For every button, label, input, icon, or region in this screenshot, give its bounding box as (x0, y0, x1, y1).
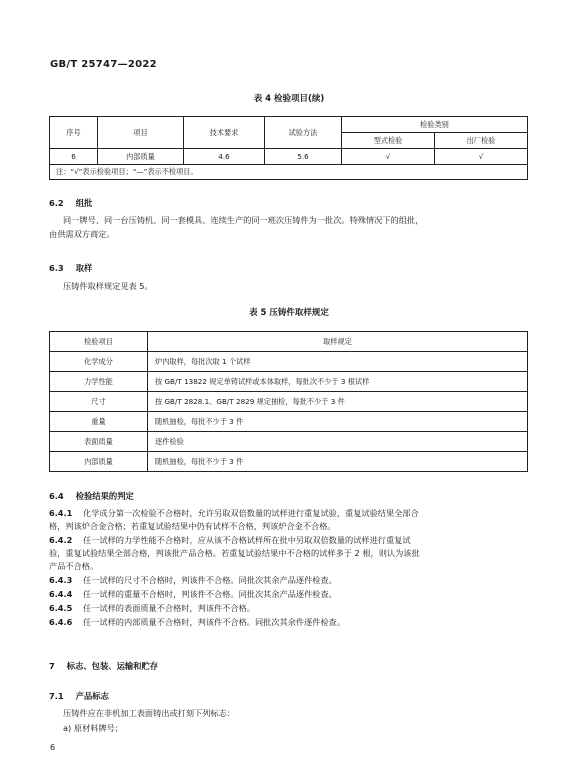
section-6-4-heading: 6.4 检验结果的判定 (49, 491, 134, 501)
clause-6-4-2 (49, 534, 529, 574)
clause-number: 6.4.6 (49, 617, 73, 627)
table5 (49, 331, 528, 472)
list-item-a: a) 原材料牌号； (63, 723, 123, 733)
table4-note: 注：“√”表示检验项目；“—”表示不检项目。 (50, 165, 528, 180)
cell-sampling-rule: 随机抽检，每批不少于 3 件 (148, 452, 528, 472)
section-7-1-heading: 7.1 产品标志 (49, 691, 109, 701)
col-header-tech: 技术要求 (184, 117, 265, 149)
clause-number: 6.4.2 (49, 535, 73, 545)
cell-check-item: 内部质量 (50, 452, 148, 472)
col-header-factory-test: 出厂检验 (435, 133, 528, 149)
cell-check-item: 力学性能 (50, 372, 148, 392)
clause-6-4-6 (49, 616, 345, 629)
section-7-heading: 7 标志、包装、运输和贮存 (49, 661, 159, 671)
col-header-no: 序号 (50, 117, 98, 149)
table-row (50, 352, 528, 372)
table-row (50, 432, 528, 452)
cell-factory-test: √ (435, 149, 528, 165)
clause-text: 化学成分第一次检验不合格时，允许另取双倍数量的试样进行重复试验，重复试验结果全部合 (83, 508, 419, 518)
section-6-3-heading: 6.3 取样 (49, 263, 93, 273)
page-number: 6 (50, 743, 56, 752)
cell-tech: 4.6 (184, 149, 265, 165)
col-header-check-item: 检验项目 (50, 332, 148, 352)
table-row (50, 412, 528, 432)
clause-6-4-1 (49, 507, 529, 533)
cell-check-item: 化学成分 (50, 352, 148, 372)
clause-6-4-3 (49, 574, 337, 587)
clause-text: 任一试样的尺寸不合格时，判该件不合格。同批次其余产品逐件检查。 (83, 575, 337, 585)
col-header-sampling-rule: 取样规定 (148, 332, 528, 352)
cell-check-item: 表面质量 (50, 432, 148, 452)
section-6-3-body: 压铸件取样规定见表 5。 (63, 281, 153, 291)
table-row (50, 452, 528, 472)
clause-number: 6.4.3 (49, 575, 73, 585)
table4-caption: 表 4 检验项目(续) (253, 94, 325, 104)
cell-sampling-rule: 逐件检验 (148, 432, 528, 452)
clause-text: 任一试样的内部质量不合格时，判该件不合格。同批次其余件逐件检查。 (83, 617, 346, 627)
cell-sampling-rule: 按 GB/T 2828.1、GB/T 2829 规定抽检，每批不少于 3 件 (148, 392, 528, 412)
cell-sampling-rule: 按 GB/T 13822 规定单铸试样或本体取样，每批次不少于 3 根试样 (148, 372, 528, 392)
cell-sampling-rule: 炉内取样，每批次取 1 个试样 (148, 352, 528, 372)
cell-check-item: 尺寸 (50, 392, 148, 412)
cell-type-test: √ (342, 149, 435, 165)
col-header-item: 项目 (98, 117, 184, 149)
col-header-type-test: 型式检验 (342, 133, 435, 149)
cell-item: 内部质量 (98, 149, 184, 165)
cell-no: 6 (50, 149, 98, 165)
standard-number: GB/T 25747—2022 (50, 59, 157, 70)
clause-text: 产品不合格。 (49, 561, 99, 572)
clause-text: 验，重复试验结果全部合格，判该批产品合格。若重复试验结果中不合格的试样多于 2 根，则认为该批 (49, 548, 420, 559)
cell-method: 5.6 (265, 149, 342, 165)
clause-text: 格，判该炉合金合格；若重复试验结果中仍有试样不合格，判该炉合金不合格。 (49, 521, 336, 532)
clause-number: 6.4.1 (49, 508, 73, 518)
clause-number: 6.4.5 (49, 603, 73, 613)
cell-sampling-rule: 随机抽检，每批不少于 3 件 (148, 412, 528, 432)
col-header-method: 试验方法 (265, 117, 342, 149)
table-row (50, 392, 528, 412)
clause-text: 任一试样的重量不合格时，判该件不合格。同批次其余产品逐件检查。 (83, 589, 337, 599)
col-header-category: 检验类别 (342, 117, 528, 133)
section-6-2-line2: 由供需双方商定。 (49, 229, 115, 239)
section-6-2-heading: 6.2 组批 (49, 198, 93, 208)
clause-6-4-5 (49, 602, 255, 615)
table5-caption: 表 5 压铸件取样规定 (249, 308, 329, 318)
clause-text: 任一试样的力学性能不合格时，应从该不合格试样所在批中另取双倍数量的试样进行重复试 (83, 535, 411, 545)
table-row (50, 149, 528, 165)
clause-number: 6.4.4 (49, 589, 73, 599)
cell-check-item: 重量 (50, 412, 148, 432)
table-row (50, 372, 528, 392)
table4 (49, 116, 528, 180)
clause-6-4-4 (49, 588, 337, 601)
clause-text: 任一试样的表面质量不合格时，判该件不合格。 (83, 603, 255, 613)
section-6-2-line1: 同一牌号、同一台压铸机、同一套模具、连续生产的同一班次压铸件为一批次。特殊情况下的组批， (63, 215, 424, 225)
section-7-1-body: 压铸件应在非机加工表面铸出或打刻下列标志： (63, 708, 235, 718)
